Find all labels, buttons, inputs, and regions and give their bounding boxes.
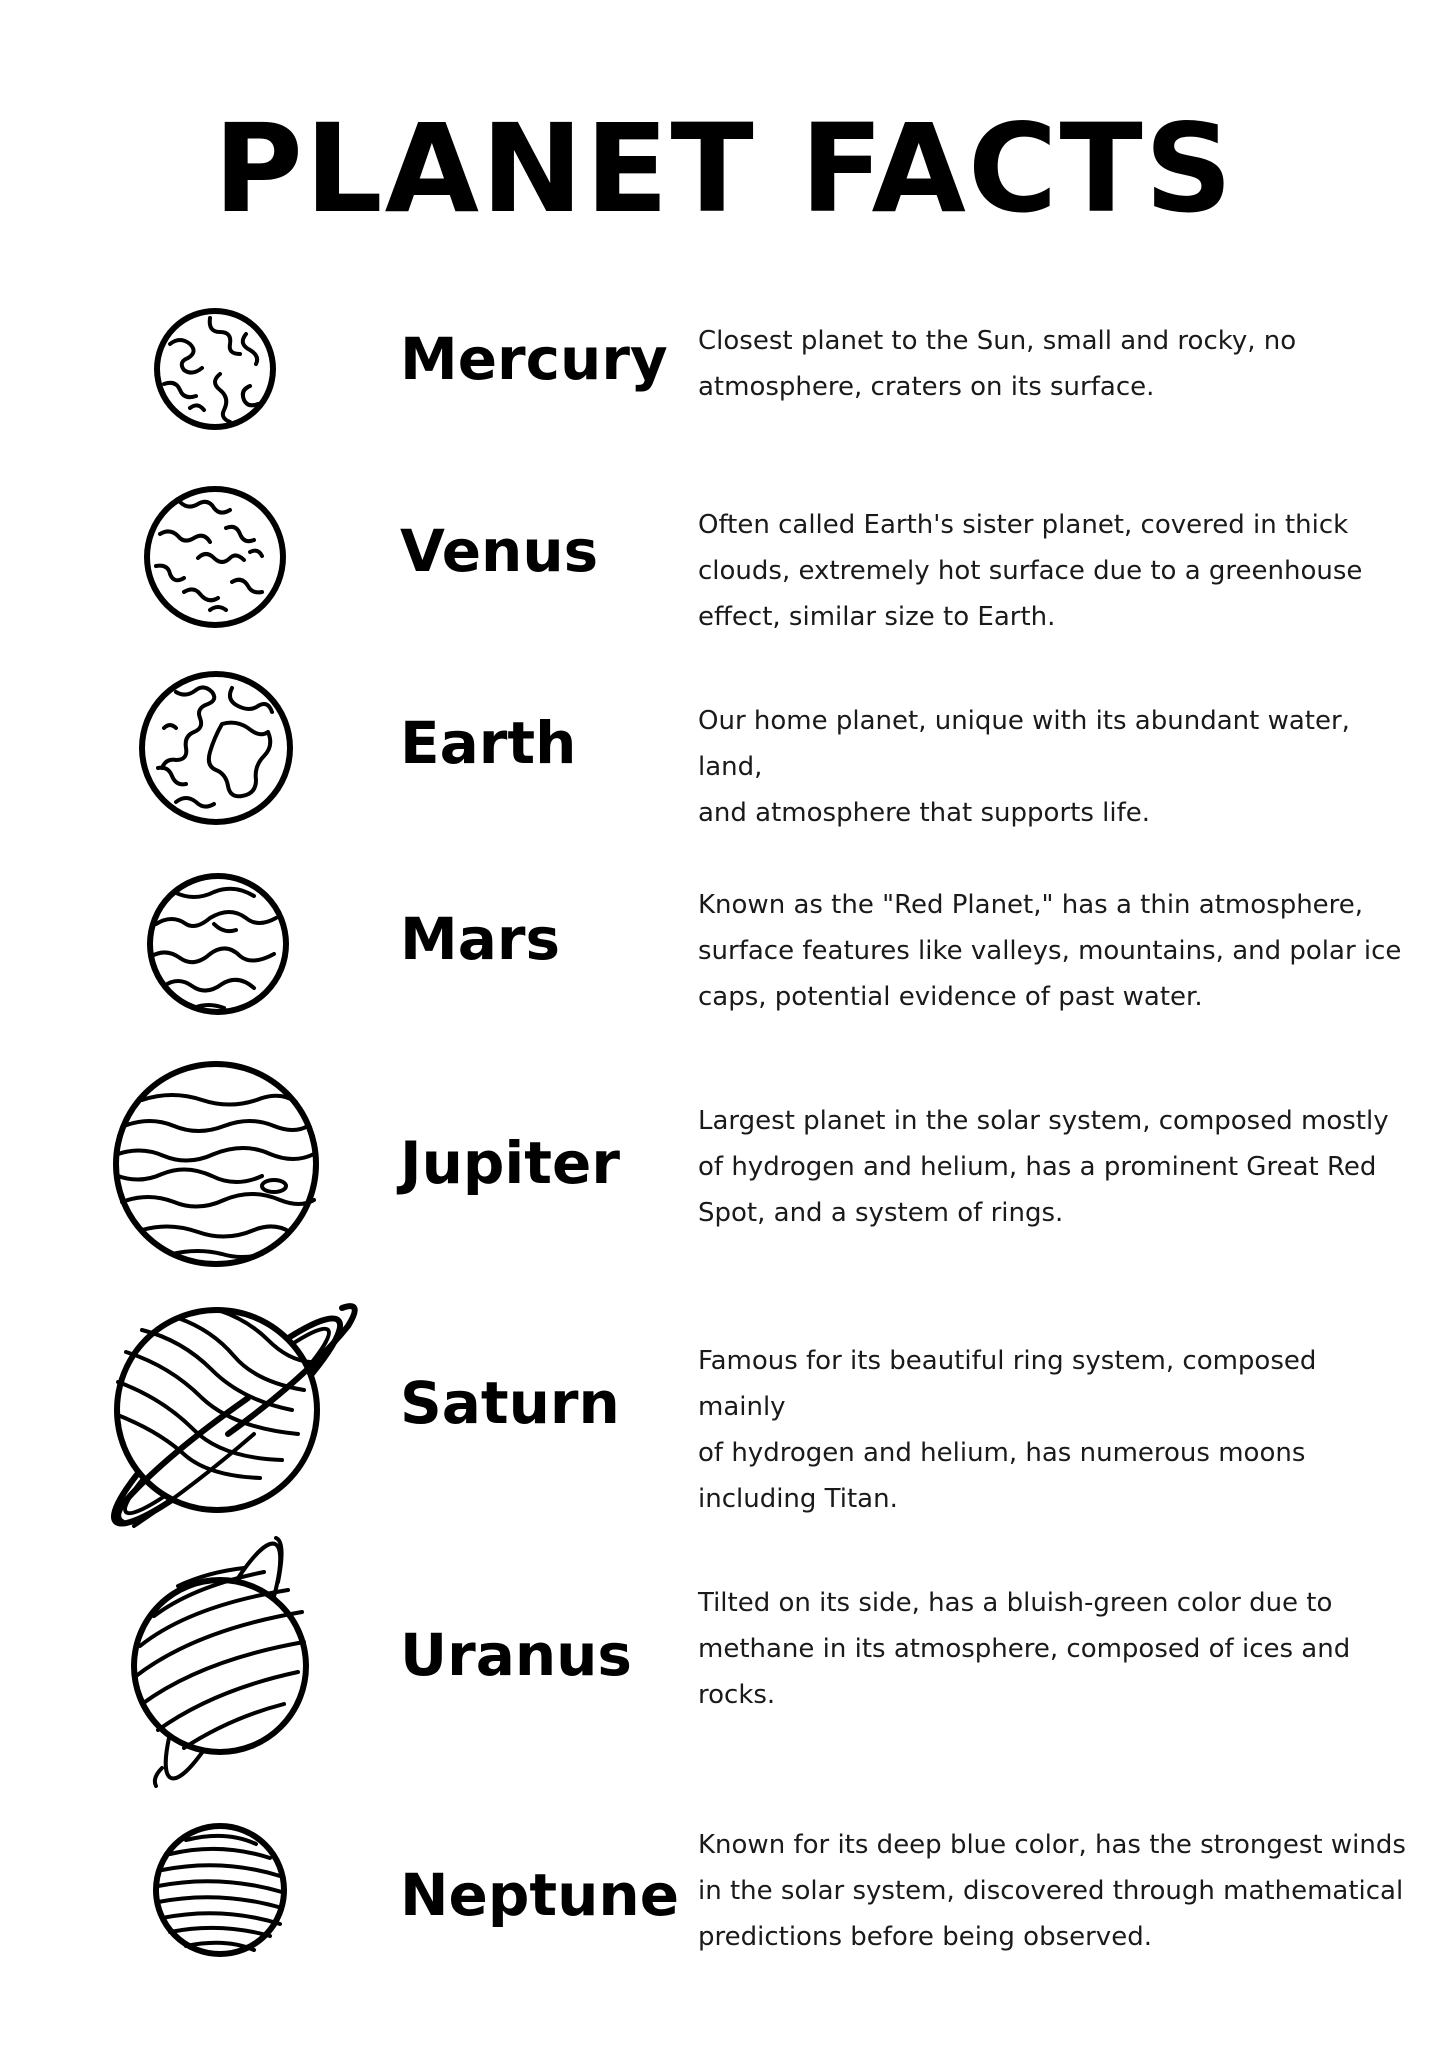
planet-name: Mercury [400,325,668,393]
neptune-icon [150,1820,290,1960]
planet-name: Jupiter [400,1129,620,1197]
planet-description: Often called Earth's sister planet, covered in thick clouds, extremely hot surface due to a greenhouse effect, similar size to Earth. [698,510,1363,632]
page-title: PLANET FACTS [213,98,1235,240]
planet-description: Known for its deep blue color, has the strongest winds in the solar system, discovered through mathematical predictions before being observed. [698,1830,1406,1952]
planet-description: Tilted on its side, has a bluish-green color due to methane in its atmosphere, composed of ices and rocks. [698,1588,1351,1710]
earth-icon [136,668,296,828]
uranus-icon [128,1536,318,1786]
planet-description: Our home planet, unique with its abundant water, land, and atmosphere that supports life. [698,706,1350,828]
planet-name: Venus [400,517,599,585]
planet-description: Famous for its beautiful ring system, composed mainly of hydrogen and helium, has numerous moons including Titan. [698,1346,1317,1514]
mercury-icon [150,304,280,434]
saturn-icon [82,1290,372,1552]
planet-name: Saturn [400,1369,620,1437]
planet-name: Neptune [400,1861,680,1929]
venus-icon [140,482,290,632]
planet-name: Mars [400,905,560,973]
mars-icon [144,870,292,1018]
planet-description: Closest planet to the Sun, small and rocky, no atmosphere, craters on its surface. [698,326,1297,402]
jupiter-icon [112,1060,320,1268]
planet-description: Largest planet in the solar system, composed mostly of hydrogen and helium, has a prominent Great Red Spot, and a system of rings. [698,1106,1389,1228]
planet-name: Earth [400,709,577,777]
planet-name: Uranus [400,1621,632,1689]
planet-description: Known as the "Red Planet," has a thin atmosphere, surface features like valleys, mountains, and polar ice caps, potential evidence of past water. [698,890,1402,1012]
